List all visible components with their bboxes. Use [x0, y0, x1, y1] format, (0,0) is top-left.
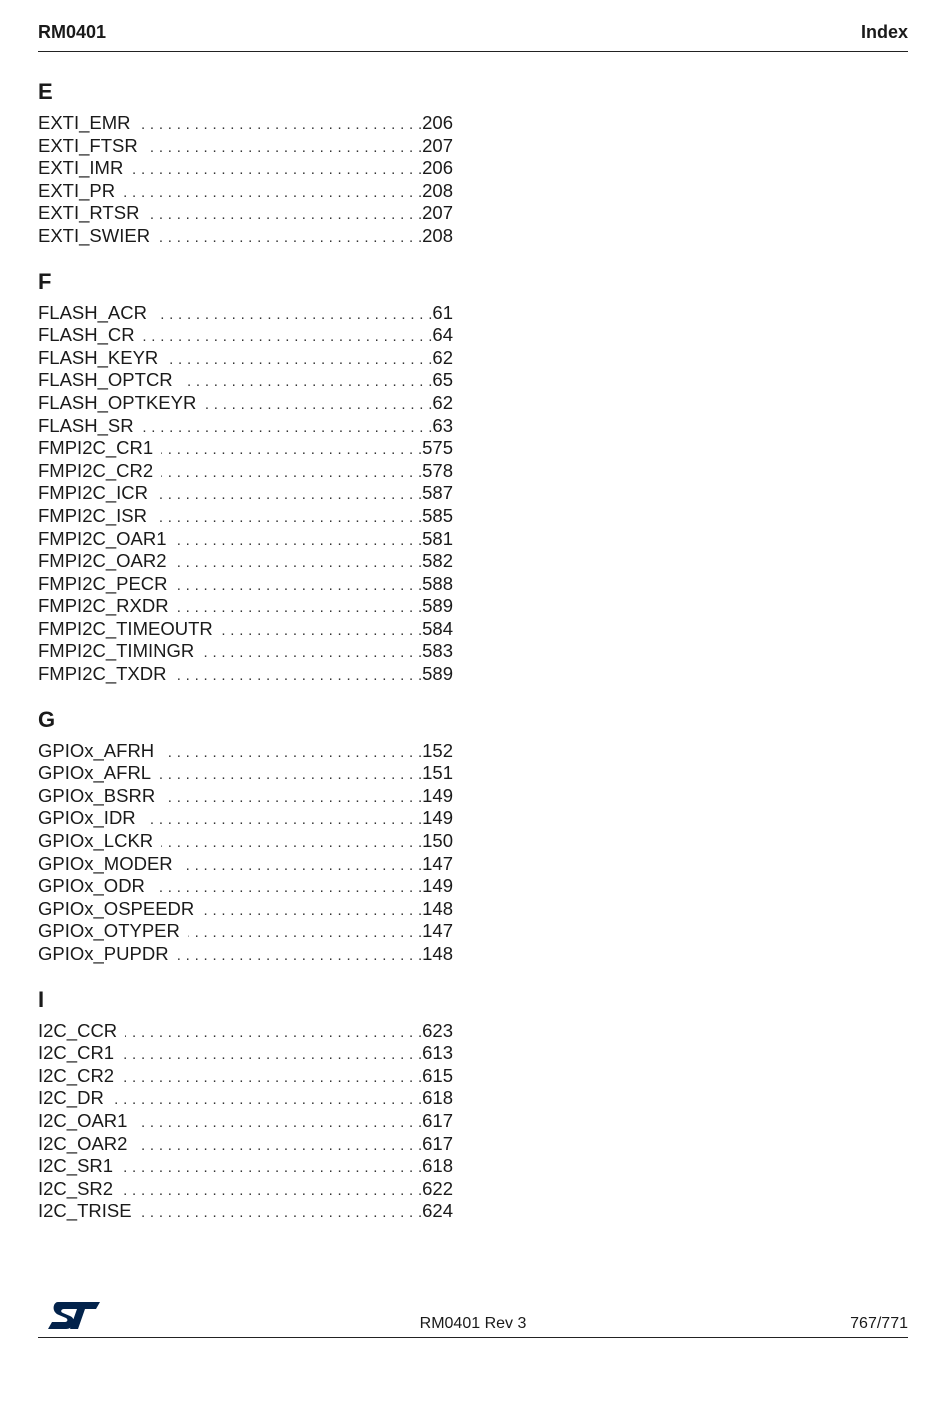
dot-leader	[175, 530, 423, 553]
index-entry	[38, 202, 453, 225]
entry-register-name: GPIOx_ODR	[38, 875, 145, 897]
index-entry	[38, 898, 453, 921]
entry-page-number: 150	[422, 830, 453, 852]
dot-leader	[162, 742, 422, 765]
entry-page-number: 206	[422, 112, 453, 133]
dot-leader	[146, 137, 422, 160]
dot-leader	[156, 484, 422, 507]
entry-register-name: GPIOx_OSPEEDR	[38, 897, 195, 919]
entry-page-number: 152	[422, 739, 453, 761]
entry-page-number: 208	[422, 179, 453, 201]
dot-leader	[122, 1044, 422, 1067]
dot-leader	[143, 326, 433, 349]
dot-leader	[181, 855, 422, 878]
dot-leader	[144, 809, 422, 832]
index-entry	[38, 482, 453, 505]
entry-page-number: 582	[422, 550, 453, 572]
dot-leader	[202, 642, 422, 665]
entry-register-name: FMPI2C_OAR2	[38, 550, 167, 572]
entry-register-name: EXTI_FTSR	[38, 134, 138, 156]
entry-register-name: I2C_CR1	[38, 1042, 115, 1064]
index-entry	[38, 180, 453, 203]
entry-register-name: I2C_CR2	[38, 1064, 115, 1086]
index-entry	[38, 135, 453, 158]
index-section	[38, 706, 453, 966]
dot-leader	[158, 227, 422, 250]
index-section	[38, 78, 453, 248]
entry-register-name: GPIOx_IDR	[38, 807, 136, 829]
dot-leader	[121, 1157, 422, 1180]
entry-page-number: 584	[422, 617, 453, 639]
index-entry	[38, 157, 453, 180]
entry-page-number: 578	[422, 459, 453, 481]
entry-page-number: 623	[422, 1019, 453, 1041]
dot-leader	[161, 462, 422, 485]
entry-page-number: 588	[422, 572, 453, 594]
entry-register-name: GPIOx_OTYPER	[38, 920, 180, 942]
section-letter-heading: I	[38, 986, 45, 1012]
entry-register-name: GPIOx_AFRL	[38, 762, 152, 784]
dot-leader	[175, 665, 423, 688]
index-entry	[38, 347, 453, 370]
dot-leader	[125, 1022, 422, 1045]
index-entry	[38, 943, 453, 966]
entry-page-number: 587	[422, 482, 453, 504]
index-entry	[38, 324, 453, 347]
index-entry	[38, 1042, 453, 1065]
index-section	[38, 268, 453, 686]
index-entry	[38, 437, 453, 460]
index-entry	[38, 1110, 453, 1133]
entry-page-number: 63	[432, 414, 453, 436]
entry-page-number: 149	[422, 807, 453, 829]
entry-page-number: 575	[422, 437, 453, 459]
entry-page-number: 207	[422, 134, 453, 156]
index-entry	[38, 225, 453, 248]
index-entry	[38, 550, 453, 573]
index-entry	[38, 505, 453, 528]
entry-register-name: I2C_SR2	[38, 1177, 114, 1199]
entry-register-name: EXTI_IMR	[38, 157, 124, 179]
entry-register-name: FLASH_OPTKEYR	[38, 391, 197, 413]
dot-leader	[147, 204, 422, 227]
dot-leader	[131, 159, 422, 182]
index-entry	[38, 392, 453, 415]
entry-register-name: FMPI2C_CR1	[38, 437, 154, 459]
index-entry	[38, 1200, 453, 1223]
dot-leader	[177, 945, 423, 968]
index-entry	[38, 302, 453, 325]
index-entry	[38, 1065, 453, 1088]
index-entry	[38, 807, 453, 830]
index-entry	[38, 663, 453, 686]
dot-leader	[121, 1180, 422, 1203]
index-entry	[38, 920, 453, 943]
dot-leader	[176, 575, 423, 598]
entry-page-number: 585	[422, 504, 453, 526]
entry-register-name: FLASH_KEYR	[38, 346, 159, 368]
entry-register-name: GPIOx_PUPDR	[38, 943, 169, 964]
entry-page-number: 65	[432, 369, 453, 391]
dot-leader	[153, 877, 422, 900]
section-letter-heading: E	[38, 79, 53, 104]
dot-leader	[204, 394, 432, 417]
entry-register-name: FMPI2C_TIMEOUTR	[38, 617, 213, 639]
dot-leader	[161, 832, 422, 855]
entry-register-name: FMPI2C_TIMINGR	[38, 640, 195, 662]
index-section	[38, 986, 453, 1223]
entry-page-number: 583	[422, 640, 453, 662]
index-entry	[38, 460, 453, 483]
dot-leader	[155, 507, 422, 530]
index-entry	[38, 1155, 453, 1178]
index-entry	[38, 595, 453, 618]
entry-register-name: FLASH_ACR	[38, 301, 147, 323]
dot-leader	[135, 1112, 422, 1135]
index-entry	[38, 573, 453, 596]
entry-register-name: FMPI2C_PECR	[38, 572, 168, 594]
entry-register-name: GPIOx_MODER	[38, 852, 173, 874]
entry-page-number: 147	[422, 920, 453, 942]
entry-page-number: 64	[432, 324, 453, 346]
entry-page-number: 617	[422, 1109, 453, 1131]
dot-leader	[112, 1089, 422, 1112]
dot-leader	[142, 417, 433, 440]
footer-revision: RM0401 Rev 3	[419, 1315, 527, 1332]
entry-page-number: 207	[422, 202, 453, 224]
entry-register-name: EXTI_PR	[38, 179, 116, 201]
entry-register-name: EXTI_EMR	[38, 112, 131, 133]
dot-leader	[177, 597, 423, 620]
index-entry	[38, 1087, 453, 1110]
entry-register-name: GPIOx_BSRR	[38, 784, 156, 806]
entry-page-number: 206	[422, 157, 453, 179]
entry-register-name: FMPI2C_CR2	[38, 459, 154, 481]
entry-page-number: 581	[422, 527, 453, 549]
entry-page-number: 147	[422, 852, 453, 874]
section-letter-heading: F	[38, 268, 52, 294]
entry-register-name: FMPI2C_RXDR	[38, 595, 169, 617]
entry-register-name: EXTI_SWIER	[38, 224, 151, 246]
entry-page-number: 589	[422, 663, 453, 685]
entry-page-number: 62	[432, 346, 453, 368]
entry-register-name: I2C_OAR1	[38, 1109, 128, 1131]
entry-page-number: 148	[422, 943, 453, 964]
dot-leader	[155, 304, 432, 327]
index-entry	[38, 1020, 453, 1043]
dot-leader	[122, 1067, 422, 1090]
entry-page-number: 151	[422, 762, 453, 784]
entry-page-number: 618	[422, 1087, 453, 1109]
dot-leader	[139, 114, 423, 137]
header-doc-id: RM0401	[38, 22, 107, 42]
entry-register-name: FMPI2C_TXDR	[38, 663, 167, 685]
entry-page-number: 148	[422, 897, 453, 919]
dot-leader	[188, 922, 422, 945]
footer-page-number: 767/771	[850, 1315, 908, 1332]
entry-register-name: FLASH_SR	[38, 414, 134, 436]
index-entry	[38, 853, 453, 876]
entry-page-number: 208	[422, 224, 453, 246]
entry-register-name: I2C_SR1	[38, 1155, 114, 1177]
entry-page-number: 149	[422, 875, 453, 897]
index-entry	[38, 369, 453, 392]
dot-leader	[181, 371, 433, 394]
index-entry	[38, 762, 453, 785]
entry-page-number: 618	[422, 1155, 453, 1177]
entry-register-name: EXTI_RTSR	[38, 202, 140, 224]
dot-leader	[175, 552, 423, 575]
index-entry	[38, 740, 453, 763]
index-entry	[38, 618, 453, 641]
entry-register-name: I2C_DR	[38, 1087, 104, 1109]
dot-leader	[221, 620, 422, 643]
header-section-title: Index	[860, 22, 908, 42]
page-header	[38, 20, 908, 52]
entry-page-number: 624	[422, 1200, 453, 1222]
entry-register-name: FMPI2C_ISR	[38, 504, 147, 526]
entry-page-number: 149	[422, 784, 453, 806]
index-column	[38, 78, 453, 1223]
entry-page-number: 617	[422, 1132, 453, 1154]
entry-register-name: I2C_TRISE	[38, 1200, 132, 1222]
entry-page-number: 622	[422, 1177, 453, 1199]
entry-page-number: 615	[422, 1064, 453, 1086]
page-footer	[38, 1300, 908, 1338]
entry-register-name: GPIOx_AFRH	[38, 739, 155, 761]
entry-page-number: 589	[422, 595, 453, 617]
entry-register-name: I2C_OAR2	[38, 1132, 128, 1154]
dot-leader	[135, 1135, 422, 1158]
index-entry	[38, 875, 453, 898]
index-entry	[38, 640, 453, 663]
entry-page-number: 61	[432, 301, 453, 323]
entry-register-name: FMPI2C_ICR	[38, 482, 148, 504]
index-entry	[38, 785, 453, 808]
entry-register-name: FLASH_CR	[38, 324, 135, 346]
dot-leader	[140, 1202, 423, 1225]
dot-leader	[163, 787, 422, 810]
index-entry	[38, 112, 453, 135]
dot-leader	[159, 764, 422, 787]
dot-leader	[123, 182, 422, 205]
dot-leader	[166, 349, 432, 372]
entry-page-number: 613	[422, 1042, 453, 1064]
entry-page-number: 62	[432, 391, 453, 413]
section-letter-heading: G	[38, 706, 56, 732]
index-entry	[38, 1133, 453, 1156]
index-entry	[38, 528, 453, 551]
dot-leader	[202, 900, 422, 923]
index-entry	[38, 830, 453, 853]
dot-leader	[161, 439, 422, 462]
entry-register-name: GPIOx_LCKR	[38, 830, 154, 852]
index-entry	[38, 1178, 453, 1201]
entry-register-name: I2C_CCR	[38, 1019, 118, 1041]
entry-register-name: FLASH_OPTCR	[38, 369, 173, 391]
index-entry	[38, 415, 453, 438]
entry-register-name: FMPI2C_OAR1	[38, 527, 167, 549]
